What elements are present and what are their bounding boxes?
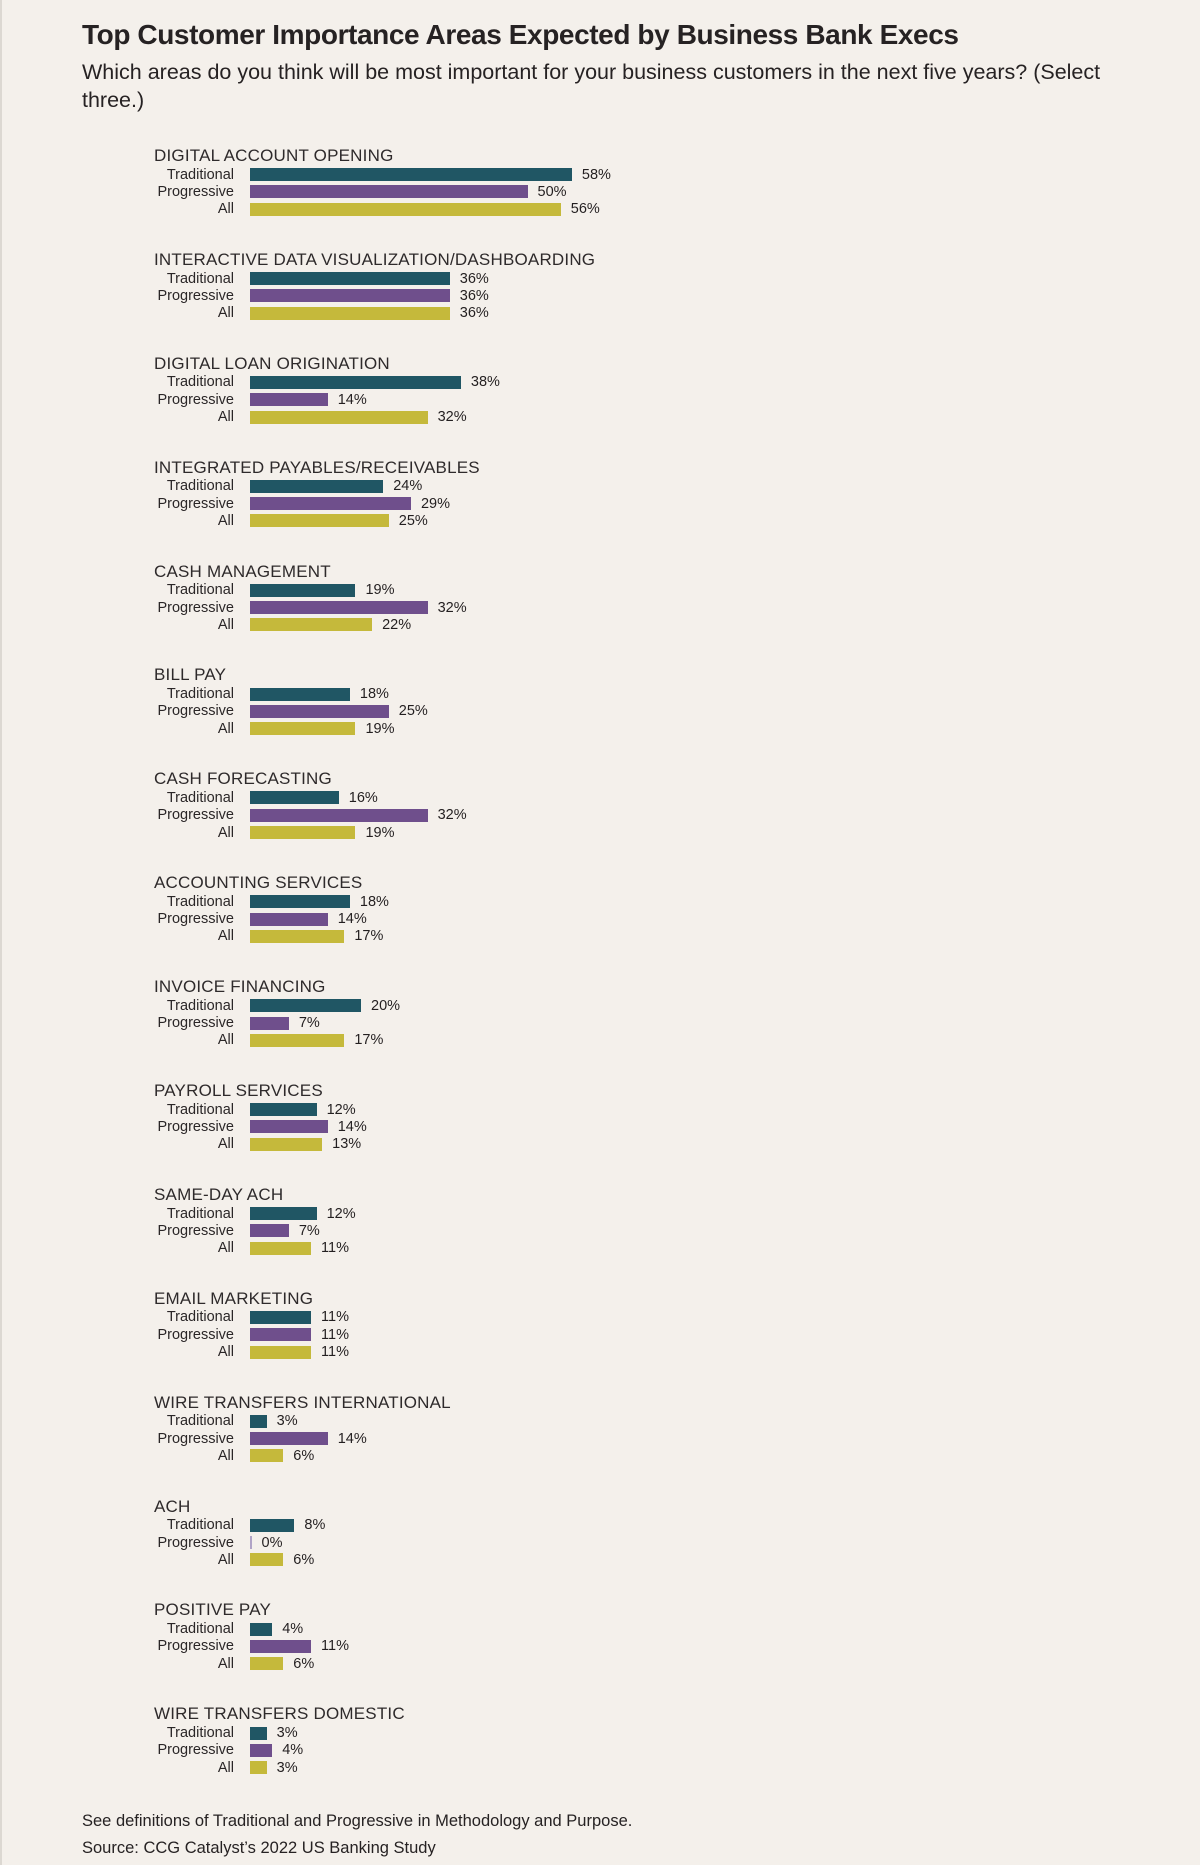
series-label: All xyxy=(217,512,234,529)
bar-row xyxy=(82,1620,1170,1637)
bar-row xyxy=(82,1118,1170,1135)
bar-row xyxy=(82,893,1170,910)
bar-traditional xyxy=(250,1727,267,1740)
bar-progressive xyxy=(250,1017,289,1030)
chart-group xyxy=(82,458,1170,530)
bar-row xyxy=(82,685,1170,702)
bar-row xyxy=(82,1240,1170,1257)
bar-row xyxy=(82,1759,1170,1776)
value-label: 4% xyxy=(282,1742,304,1759)
bar-progressive xyxy=(250,497,411,510)
series-label: All xyxy=(217,1759,234,1776)
category-label: ACCOUNTING SERVICES xyxy=(154,873,363,893)
value-label: 32% xyxy=(437,409,467,426)
value-label: 12% xyxy=(326,1101,356,1118)
series-label: All xyxy=(217,201,234,218)
series-label: All xyxy=(217,824,234,841)
category-label: ACH xyxy=(154,1496,191,1516)
value-label: 3% xyxy=(276,1413,298,1430)
bar-row xyxy=(82,928,1170,945)
bar-row xyxy=(82,1430,1170,1447)
value-label: 19% xyxy=(365,582,395,599)
bar-row xyxy=(82,201,1170,218)
category-label: DIGITAL LOAN ORIGINATION xyxy=(154,353,390,373)
bar-progressive xyxy=(250,705,389,718)
value-label: 36% xyxy=(459,287,489,304)
bar-row xyxy=(82,408,1170,425)
chart-group xyxy=(82,250,1170,322)
bar-all xyxy=(250,1657,283,1670)
value-label: 11% xyxy=(321,1638,349,1655)
value-label: 3% xyxy=(276,1725,298,1741)
category-label: SAME-DAY ACH xyxy=(154,1184,284,1204)
category-label: POSITIVE PAY xyxy=(154,1600,272,1620)
series-label: Traditional xyxy=(166,582,234,599)
category-label: PAYROLL SERVICES xyxy=(154,1081,323,1101)
series-label: All xyxy=(217,1551,234,1568)
chart-group xyxy=(82,1081,1170,1153)
bar-all xyxy=(250,618,372,631)
series-label: All xyxy=(217,928,234,945)
category-label: DIGITAL ACCOUNT OPENING xyxy=(154,146,394,165)
bar-row xyxy=(82,1326,1170,1343)
series-label: Traditional xyxy=(166,789,234,806)
bar-row xyxy=(82,1655,1170,1672)
value-label: 3% xyxy=(276,1759,298,1776)
page-title: Top Customer Importance Areas Expected by Business Bank Execs xyxy=(82,19,959,50)
value-label: 36% xyxy=(459,305,489,322)
chart-group xyxy=(82,562,1170,634)
bar-all xyxy=(250,514,389,527)
category-label: WIRE TRANSFERS DOMESTIC xyxy=(154,1704,405,1724)
bar-row xyxy=(82,703,1170,720)
series-label: All xyxy=(217,616,234,633)
chart-group xyxy=(82,665,1170,737)
bar-progressive xyxy=(250,1328,311,1341)
bar-all xyxy=(250,411,428,424)
series-label: Progressive xyxy=(157,1118,234,1135)
bar-progressive xyxy=(250,393,328,406)
series-label: Progressive xyxy=(157,911,234,928)
chart-group xyxy=(82,1497,1170,1569)
value-label: 25% xyxy=(398,512,428,529)
series-label: All xyxy=(217,1447,234,1464)
bar-row xyxy=(82,166,1170,183)
bar-row xyxy=(82,1309,1170,1326)
footer-source: Source: CCG Catalyst’s 2022 US Banking Study xyxy=(82,1839,436,1858)
bar-row xyxy=(82,1222,1170,1239)
bar-all xyxy=(250,1242,311,1255)
bar-all xyxy=(250,1449,283,1462)
category-label: INTEGRATED PAYABLES/RECEIVABLES xyxy=(154,457,480,477)
chart-group xyxy=(82,1704,1170,1776)
value-label: 4% xyxy=(282,1621,304,1638)
value-label: 6% xyxy=(293,1655,315,1672)
value-label: 18% xyxy=(359,686,389,703)
series-label: Progressive xyxy=(157,1638,234,1655)
series-label: Progressive xyxy=(157,287,234,304)
bar-all xyxy=(250,1138,322,1151)
value-label: 17% xyxy=(354,928,384,945)
bar-traditional xyxy=(250,272,450,285)
series-label: Progressive xyxy=(157,1430,234,1447)
value-label: 36% xyxy=(459,270,489,287)
series-label: Traditional xyxy=(166,1205,234,1222)
series-label: Traditional xyxy=(166,374,234,391)
bar-row xyxy=(82,911,1170,928)
series-label: All xyxy=(217,409,234,426)
value-label: 11% xyxy=(321,1240,349,1257)
series-label: All xyxy=(217,1032,234,1049)
chart-content xyxy=(2,0,1200,1862)
bar-row xyxy=(82,270,1170,287)
bar-progressive xyxy=(250,913,328,926)
series-label: Progressive xyxy=(157,599,234,616)
category-label: EMAIL MARKETING xyxy=(154,1288,314,1308)
series-label: Traditional xyxy=(166,1101,234,1118)
bar-row xyxy=(82,495,1170,512)
value-label: 11% xyxy=(321,1309,349,1326)
bar-row xyxy=(82,1032,1170,1049)
series-label: Traditional xyxy=(166,1517,234,1534)
series-label: Progressive xyxy=(157,807,234,824)
bar-all xyxy=(250,203,561,216)
bar-traditional xyxy=(250,1311,311,1324)
series-label: Traditional xyxy=(166,166,234,183)
value-label: 13% xyxy=(332,1136,362,1153)
series-label: Progressive xyxy=(157,391,234,408)
value-label: 14% xyxy=(337,1430,367,1447)
series-label: Traditional xyxy=(166,1309,234,1326)
bar-progressive xyxy=(250,601,428,614)
series-label: Traditional xyxy=(166,478,234,495)
chart-group xyxy=(82,873,1170,945)
bar-traditional xyxy=(250,480,383,493)
chart-group xyxy=(82,1185,1170,1257)
value-label: 7% xyxy=(298,1222,320,1239)
bar-row xyxy=(82,1742,1170,1759)
bar-all xyxy=(250,1034,344,1047)
bar-row xyxy=(82,1413,1170,1430)
value-label: 20% xyxy=(371,997,401,1014)
series-label: Progressive xyxy=(157,1015,234,1032)
bar-traditional xyxy=(250,1623,272,1636)
category-label: WIRE TRANSFERS INTERNATIONAL xyxy=(154,1392,451,1412)
value-label: 22% xyxy=(382,616,412,633)
value-label: 14% xyxy=(337,911,367,928)
series-label: Progressive xyxy=(157,703,234,720)
bar-traditional xyxy=(250,1415,267,1428)
bar-row xyxy=(82,478,1170,495)
series-label: Traditional xyxy=(166,893,234,910)
chart-group xyxy=(82,146,1170,218)
footer-note: See definitions of Traditional and Progressive in Methodology and Purpose. xyxy=(82,1812,633,1831)
bar-all xyxy=(250,722,355,735)
series-label: Traditional xyxy=(166,270,234,287)
bar-row xyxy=(82,1638,1170,1655)
bar-row xyxy=(82,616,1170,633)
chart-group xyxy=(82,1289,1170,1361)
series-label: Progressive xyxy=(157,1222,234,1239)
bar-row xyxy=(82,1724,1170,1741)
series-label: Traditional xyxy=(166,1725,234,1741)
value-label: 8% xyxy=(304,1517,326,1534)
series-label: Traditional xyxy=(166,1413,234,1430)
bar-traditional xyxy=(250,999,361,1012)
series-label: All xyxy=(217,720,234,737)
series-label: All xyxy=(217,1655,234,1672)
chart-footer xyxy=(82,1808,1170,1862)
bar-progressive xyxy=(250,1120,328,1133)
value-label: 32% xyxy=(437,599,467,616)
bar-all xyxy=(250,1346,311,1359)
chart-group xyxy=(82,354,1170,426)
bar-traditional xyxy=(250,1519,294,1532)
bar-row xyxy=(82,582,1170,599)
series-label: Traditional xyxy=(166,686,234,703)
bar-row xyxy=(82,1101,1170,1118)
series-label: All xyxy=(217,1344,234,1361)
value-label: 38% xyxy=(470,374,500,391)
series-label: Traditional xyxy=(166,1621,234,1638)
chart-subtitle: Which areas do you think will be most important for your business customers in the next five years? (Select three.) xyxy=(82,60,1101,112)
bar-traditional xyxy=(250,584,355,597)
value-label: 50% xyxy=(537,183,567,200)
bar-progressive xyxy=(250,1536,252,1549)
value-label: 6% xyxy=(293,1447,315,1464)
bar-row xyxy=(82,1014,1170,1031)
chart-group xyxy=(82,769,1170,841)
bar-progressive xyxy=(250,1432,328,1445)
bar-row xyxy=(82,824,1170,841)
bar-progressive xyxy=(250,289,450,302)
chart-group xyxy=(82,1600,1170,1672)
category-label: CASH MANAGEMENT xyxy=(154,561,331,581)
series-label: All xyxy=(217,1240,234,1257)
category-label: INVOICE FINANCING xyxy=(154,977,326,997)
value-label: 12% xyxy=(326,1205,356,1222)
bar-row xyxy=(82,374,1170,391)
value-label: 25% xyxy=(398,703,428,720)
bar-row xyxy=(82,1136,1170,1153)
bar-row xyxy=(82,1534,1170,1551)
bar-row xyxy=(82,183,1170,200)
series-label: All xyxy=(217,305,234,322)
bar-traditional xyxy=(250,1103,317,1116)
value-label: 6% xyxy=(293,1551,315,1568)
bar-all xyxy=(250,930,344,943)
value-label: 7% xyxy=(298,1015,320,1032)
series-label: Traditional xyxy=(166,997,234,1014)
value-label: 56% xyxy=(570,201,600,218)
category-label: CASH FORECASTING xyxy=(154,769,332,789)
value-label: 11% xyxy=(321,1344,349,1361)
bar-row xyxy=(82,391,1170,408)
bar-row xyxy=(82,1551,1170,1568)
value-label: 32% xyxy=(437,807,467,824)
bar-progressive xyxy=(250,185,528,198)
bar-row xyxy=(82,789,1170,806)
bar-row xyxy=(82,1205,1170,1222)
bar-all xyxy=(250,1553,283,1566)
bar-traditional xyxy=(250,1207,317,1220)
series-label: Progressive xyxy=(157,1326,234,1343)
value-label: 17% xyxy=(354,1032,384,1049)
value-label: 29% xyxy=(420,495,450,512)
bar-progressive xyxy=(250,1224,289,1237)
value-label: 18% xyxy=(359,893,389,910)
bar-all xyxy=(250,826,355,839)
bar-traditional xyxy=(250,688,350,701)
bar-row xyxy=(82,599,1170,616)
bar-traditional xyxy=(250,791,339,804)
bar-traditional xyxy=(250,376,461,389)
chart-group xyxy=(82,1393,1170,1465)
bar-row xyxy=(82,304,1170,321)
value-label: 19% xyxy=(365,720,395,737)
bar-row xyxy=(82,1343,1170,1360)
bar-all xyxy=(250,1761,267,1774)
bar-row xyxy=(82,997,1170,1014)
bar-progressive xyxy=(250,1640,311,1653)
value-label: 14% xyxy=(337,391,367,408)
series-label: Progressive xyxy=(157,1742,234,1759)
value-label: 14% xyxy=(337,1118,367,1135)
bar-row xyxy=(82,1517,1170,1534)
series-label: All xyxy=(217,1136,234,1153)
series-label: Progressive xyxy=(157,1534,234,1551)
value-label: 16% xyxy=(348,789,378,806)
bar-traditional xyxy=(250,168,572,181)
series-label: Progressive xyxy=(157,183,234,200)
value-label: 19% xyxy=(365,824,395,841)
bar-traditional xyxy=(250,895,350,908)
bar-progressive xyxy=(250,1744,272,1757)
category-label: INTERACTIVE DATA VISUALIZATION/DASHBOARDING xyxy=(154,249,596,269)
bar-row xyxy=(82,1447,1170,1464)
value-label: 24% xyxy=(393,478,423,495)
value-label: 58% xyxy=(581,166,611,183)
bar-row xyxy=(82,720,1170,737)
bar-row xyxy=(82,287,1170,304)
bar-row xyxy=(82,807,1170,824)
bar-all xyxy=(250,307,450,320)
series-label: Progressive xyxy=(157,495,234,512)
value-label: 0% xyxy=(261,1534,283,1551)
grouped-bar-chart xyxy=(82,146,1170,1776)
value-label: 11% xyxy=(321,1326,349,1343)
bar-progressive xyxy=(250,809,428,822)
category-label: BILL PAY xyxy=(154,665,227,685)
bar-row xyxy=(82,512,1170,529)
chart-group xyxy=(82,977,1170,1049)
